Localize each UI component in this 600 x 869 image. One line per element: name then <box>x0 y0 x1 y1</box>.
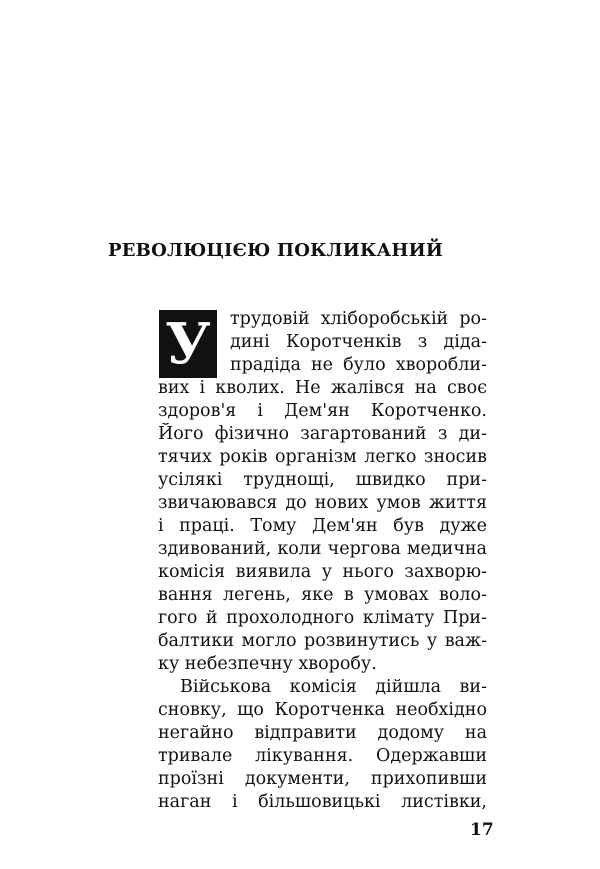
text-line: наган і більшовицькі листівки, <box>158 792 487 812</box>
text-line: ку небезпечну хворобу. <box>158 654 377 674</box>
text-line: сновку, що Коротченка необхідно <box>158 700 487 720</box>
drop-cap: У <box>159 310 217 378</box>
chapter-title: РЕВОЛЮЦІЄЮ ПОКЛИКАНИЙ <box>108 240 444 261</box>
text-line: Його фізично загартований з ди- <box>158 424 487 444</box>
text-line: Військова комісія дійшла ви- <box>180 677 487 697</box>
text-line: тривале лікування. Одержавши <box>158 746 487 766</box>
text-line: прадіда не було хворобли- <box>230 355 487 375</box>
text-line: вих і кволих. Не жалівся на своє <box>158 378 487 398</box>
text-line: гого й прохолодного клімату При- <box>158 608 487 628</box>
text-line: тячих років організм легко зносив <box>158 447 487 467</box>
text-line: негайно відправити додому на <box>158 723 487 743</box>
text-line: здивований, коли чергова медична <box>158 539 487 559</box>
text-line: трудовій хліборобській ро- <box>230 309 487 329</box>
text-line: балтики могло розвинутись у важ- <box>158 631 487 651</box>
text-line: вання легень, яке в умовах воло- <box>158 585 487 605</box>
text-line: дині Коротченків з діда- <box>230 332 487 352</box>
text-line: комісія виявила у нього захворю- <box>158 562 487 582</box>
text-line: звичаювався до нових умов життя <box>158 493 487 513</box>
text-line: здоров'я і Дем'ян Коротченко. <box>158 401 487 421</box>
text-line: проїзні документи, прихопивши <box>158 769 487 789</box>
page-number: 17 <box>470 820 494 840</box>
text-line: усілякі труднощі, швидко при- <box>158 470 487 490</box>
text-line: і праці. Тому Дем'ян був дуже <box>158 516 487 536</box>
